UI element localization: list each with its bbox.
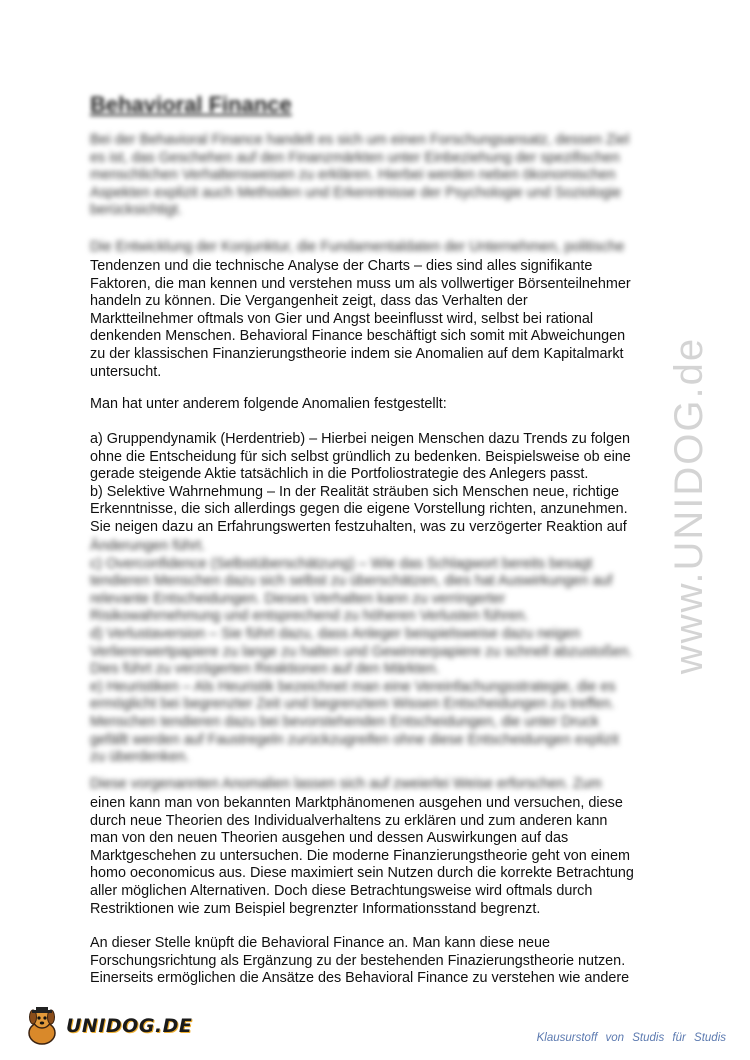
paragraph-anomalies-intro: Man hat unter anderem folgende Anomalien festgestellt: (90, 396, 447, 412)
paragraph-6-blurred-line: Diese vorgenannten Anomalien lassen sich auf zweierlei Weise erforschen. Zum (90, 776, 602, 792)
dog-logo-icon (22, 1005, 62, 1047)
paragraph-6: einen kann man von bekannten Marktphänomenen ausgehen und versuchen, diese durch neue Theorien des Individualverhaltens zu erklären und zum anderen kann man von den neuen Theorien ausgehen und dessen Auswirkungen auf das Marktgeschehen zu untersuchen. Die moderne Finanzierungstheorie geht von einem homo oeconomicus aus. Diese maximiert sein Nutzen durch die korrekte Betrachtung aller möglichen Alternativen. Doch diese Betrachtungsweise wird oftmals durch Restriktionen wie zum Beispiel begrenzter Informationsstand begrenzt. (90, 795, 634, 917)
footer-logo (22, 1005, 192, 1047)
paragraph-intro-blurred: Bei der Behavioral Finance handelt es sich um einen Forschungsansatz, dessen Ziel es ist, das Geschehen auf den Finanzmärkten unter Einbeziehung der spezifischen menschlichen Verhaltensweisen zu erklären. Hierbei werden neben ökonomischen Aspekten explizit auch Methoden und Erkenntnisse der Psychologie und Soziologie berücksichtigt. (90, 132, 630, 219)
paragraph-anomalies-list-blurred: Änderungen führt. c) Overconfidence (Selbstüberschätzung) – Wie das Schlagwort bereits besagt tendieren Menschen dazu sich selbst zu überschätzen, dies hat Auswirkungen auf relevante Entscheidungen. Dieses Verhalten kann zu verringerter Risikowahrnehmung und entsprechend zu höheren Verlusten führen. d) Verlustaversion – Sie führt dazu, dass Anleger beispielsweise dazu neigen Verliererwertpapiere zu lange zu halten und Gewinnerpapiere zu schnell abzustoßen. Dies führt zu verzögerten Reaktionen auf den Märkten. e) Heuristiken – Als Heuristik bezeichnet man eine Vereinfachungsstrategie, die es ermöglicht bei begrenzter Zeit und begrenztem Wissen Entscheidungen zu treffen. Menschen tendieren dazu bei bevorstehenden Entscheidungen, die unter Druck gefällt werden auf Faustregeln zurückzugreifen ohne diese Entscheidungen explizit zu überdenken. (90, 538, 633, 766)
logo-text: UNIDOG.DE (66, 1015, 193, 1037)
paragraph-2: Tendenzen und die technische Analyse der Charts – dies sind alles signifikante Faktoren, die man kennen und verstehen muss um als vollwertiger Börsenteilnehmer handeln zu können. Die Vergangenheit zeigt, dass das Verhalten der Marktteilnehmer oftmals von Gier und Angst beeinflusst wird, selbst bei rational denkenden Menschen. Behavioral Finance beschäftigt sich somit mit Abweichungen zu der klassischen Finanzierungstheorie indem sie Anomalien auf dem Kapitalmarkt untersucht. (90, 258, 631, 380)
paragraph-7: An dieser Stelle knüpft die Behavioral Finance an. Man kann diese neue Forschungsrichtung als Ergänzung zu der bestehenden Finazierungstheorie nutzen. Einerseits ermöglichen die Ansätze des Behavioral Finance zu verstehen wie andere (90, 935, 630, 987)
footer-tagline: Klausurstoff von Studis für Studis (536, 1032, 726, 1044)
paragraph-2-blurred-line: Die Entwicklung der Konjunktur, die Fundamentaldaten der Unternehmen, politische (90, 239, 625, 255)
document-title: Behavioral Finance (90, 92, 292, 117)
paragraph-anomalies-list: a) Gruppendynamik (Herdentrieb) – Hierbei neigen Menschen dazu Trends zu folgen ohne die Entscheidung für sich selbst gründlich zu bedenken. Beispielsweise ob eine gerade steigende Aktie tatsächlich in die Portfoliostrategie des Anlegers passt. b) Selektive Wahrnehmung – In der Realität sträuben sich Menschen neue, richtige Erkenntnisse, die sich allerdings gegen die eigene Vorstellung richten, anzunehmen. Sie neigen dazu an Erfahrungswerten festzuhalten, was zu verzögerter Reaktion auf (90, 431, 631, 535)
watermark-text: www.UNIDOG.de (667, 336, 712, 674)
